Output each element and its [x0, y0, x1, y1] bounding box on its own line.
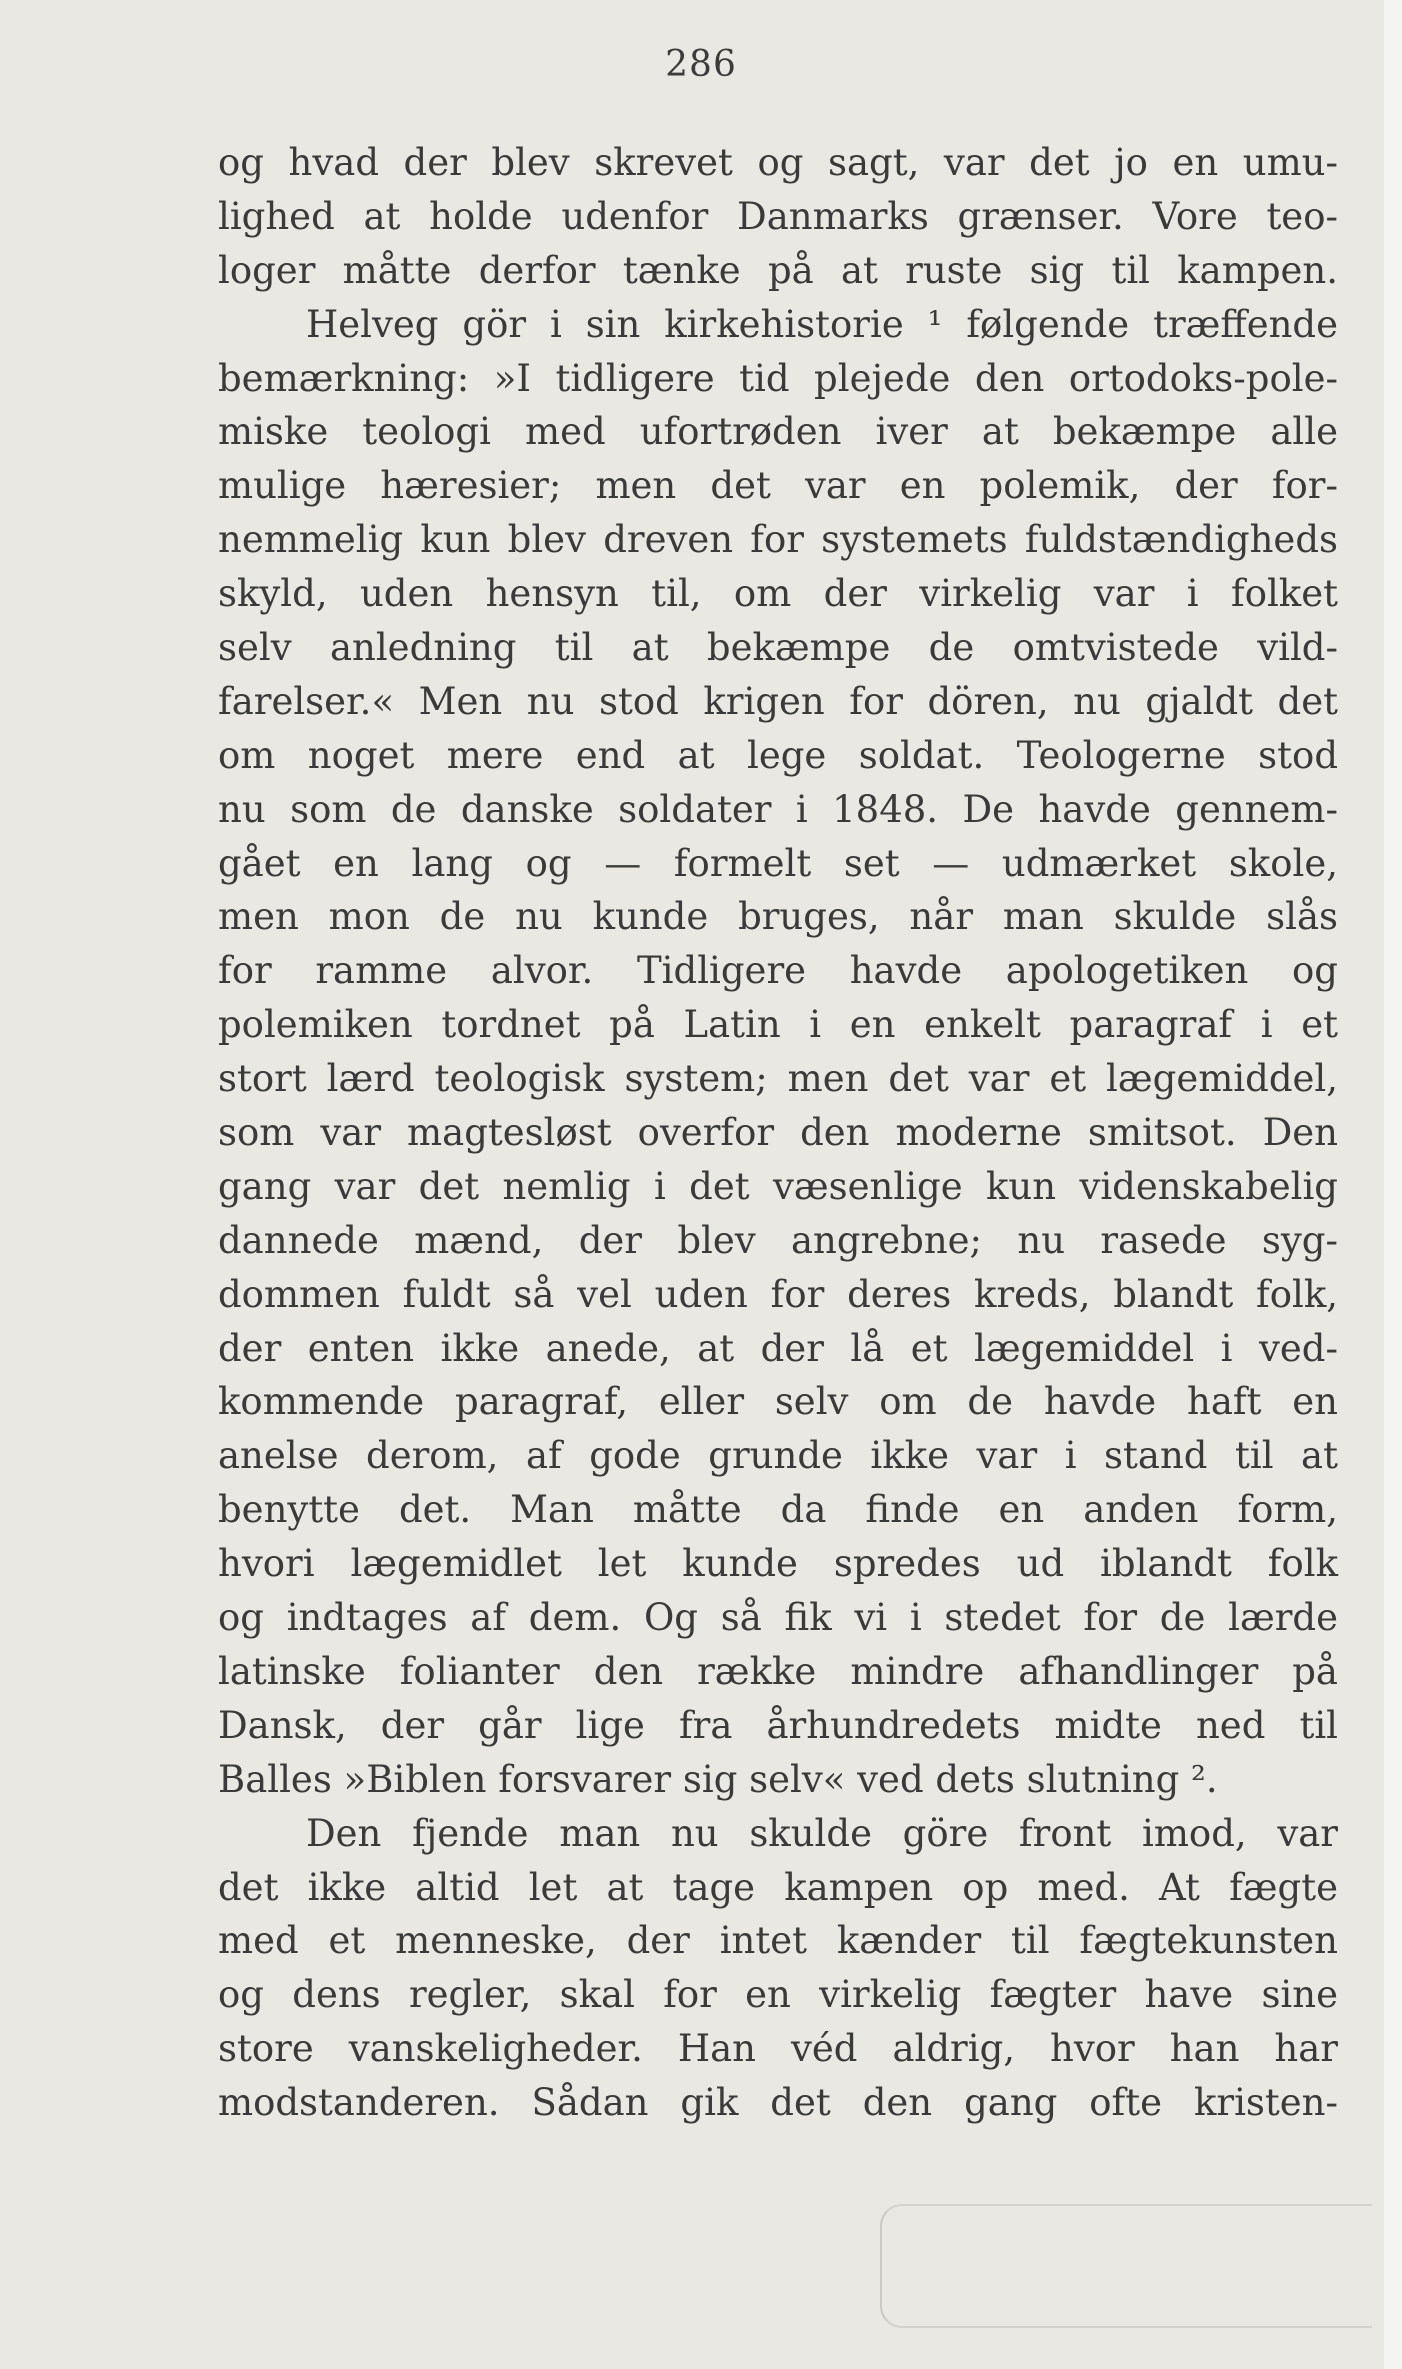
text-line: selv anledning til at bekæmpe de omtvistede vild-: [218, 626, 1338, 670]
text-line: som var magtesløst overfor den moderne smitsot. Den: [218, 1111, 1338, 1155]
text-line: mulige hæresier; men det var en polemik, der for-: [218, 464, 1338, 508]
text-line: for ramme alvor. Tidligere havde apologetiken og: [218, 949, 1338, 993]
text-line: Balles »Biblen forsvarer sig selv« ved dets slutning ².: [218, 1757, 1218, 1801]
text-line: farelser.« Men nu stod krigen for dören, nu gjaldt det: [218, 679, 1338, 723]
text-line: modstanderen. Sådan gik det den gang ofte kristen-: [218, 2081, 1338, 2125]
text-line: bemærkning: »I tidligere tid plejede den ortodoks-pole-: [218, 356, 1338, 400]
text-line: Dansk, der går lige fra århundredets midte ned til: [218, 1703, 1338, 1747]
text-line: dannede mænd, der blev angrebne; nu rasede syg-: [218, 1218, 1338, 1262]
text-line: og hvad der blev skrevet og sagt, var det jo en umu-: [218, 141, 1338, 184]
text-line: men mon de nu kunde bruges, når man skulde slås: [218, 895, 1338, 939]
text-line: gået en lang og — formelt set — udmærket skole,: [218, 841, 1338, 885]
text-line: der enten ikke anede, at der lå et lægemiddel i ved-: [218, 1326, 1338, 1370]
text-line: polemiken tordnet på Latin i en enkelt paragraf i et: [218, 1003, 1338, 1047]
text-line: anelse derom, af gode grunde ikke var i stand til at: [218, 1434, 1338, 1478]
text-line: nu som de danske soldater i 1848. De havde gennem-: [218, 787, 1338, 831]
text-line: det ikke altid let at tage kampen op med. At fægte: [218, 1865, 1338, 1909]
text-line: nemmelig kun blev dreven for systemets fuldstændigheds: [218, 518, 1338, 562]
text-line: Den fjende man nu skulde göre front imod, var: [306, 1811, 1338, 1855]
page-number: 286: [665, 44, 737, 85]
body-text: [218, 136, 1338, 2130]
text-line: hvori lægemidlet let kunde spredes ud iblandt folk: [218, 1542, 1338, 1586]
text-line: miske teologi med ufortrøden iver at bekæmpe alle: [218, 410, 1338, 454]
text-line: og indtages af dem. Og så fik vi i stedet for de lærde: [218, 1596, 1338, 1640]
text-line: store vanskeligheder. Han véd aldrig, hvor han har: [218, 2027, 1338, 2071]
text-line: gang var det nemlig i det væsenlige kun videnskabelig: [218, 1164, 1338, 1208]
text-line: skyld, uden hensyn til, om der virkelig var i folket: [218, 572, 1338, 616]
text-line: benytte det. Man måtte da finde en anden form,: [218, 1488, 1338, 1532]
text-line: loger måtte derfor tænke på at ruste sig til kampen.: [218, 248, 1338, 292]
text-line: kommende paragraf, eller selv om de havde haft en: [218, 1380, 1338, 1424]
text-line: Helveg gör i sin kirkehistorie ¹ følgende træffende: [306, 302, 1338, 346]
text-line: og dens regler, skal for en virkelig fægter have sine: [218, 1973, 1338, 2017]
text-line: stort lærd teologisk system; men det var et lægemiddel,: [218, 1057, 1338, 1101]
page-edge: [1384, 0, 1402, 2369]
text-line: dommen fuldt så vel uden for deres kreds, blandt folk,: [218, 1272, 1338, 1316]
text-line: om noget mere end at lege soldat. Teologerne stod: [218, 733, 1338, 777]
text-line: med et menneske, der intet kænder til fægtekunsten: [218, 1919, 1338, 1963]
text-line: latinske folianter den række mindre afhandlinger på: [218, 1649, 1338, 1693]
page-stamp-mark: [880, 2204, 1372, 2328]
text-line: lighed at holde udenfor Danmarks grænser. Vore teo-: [218, 194, 1338, 238]
